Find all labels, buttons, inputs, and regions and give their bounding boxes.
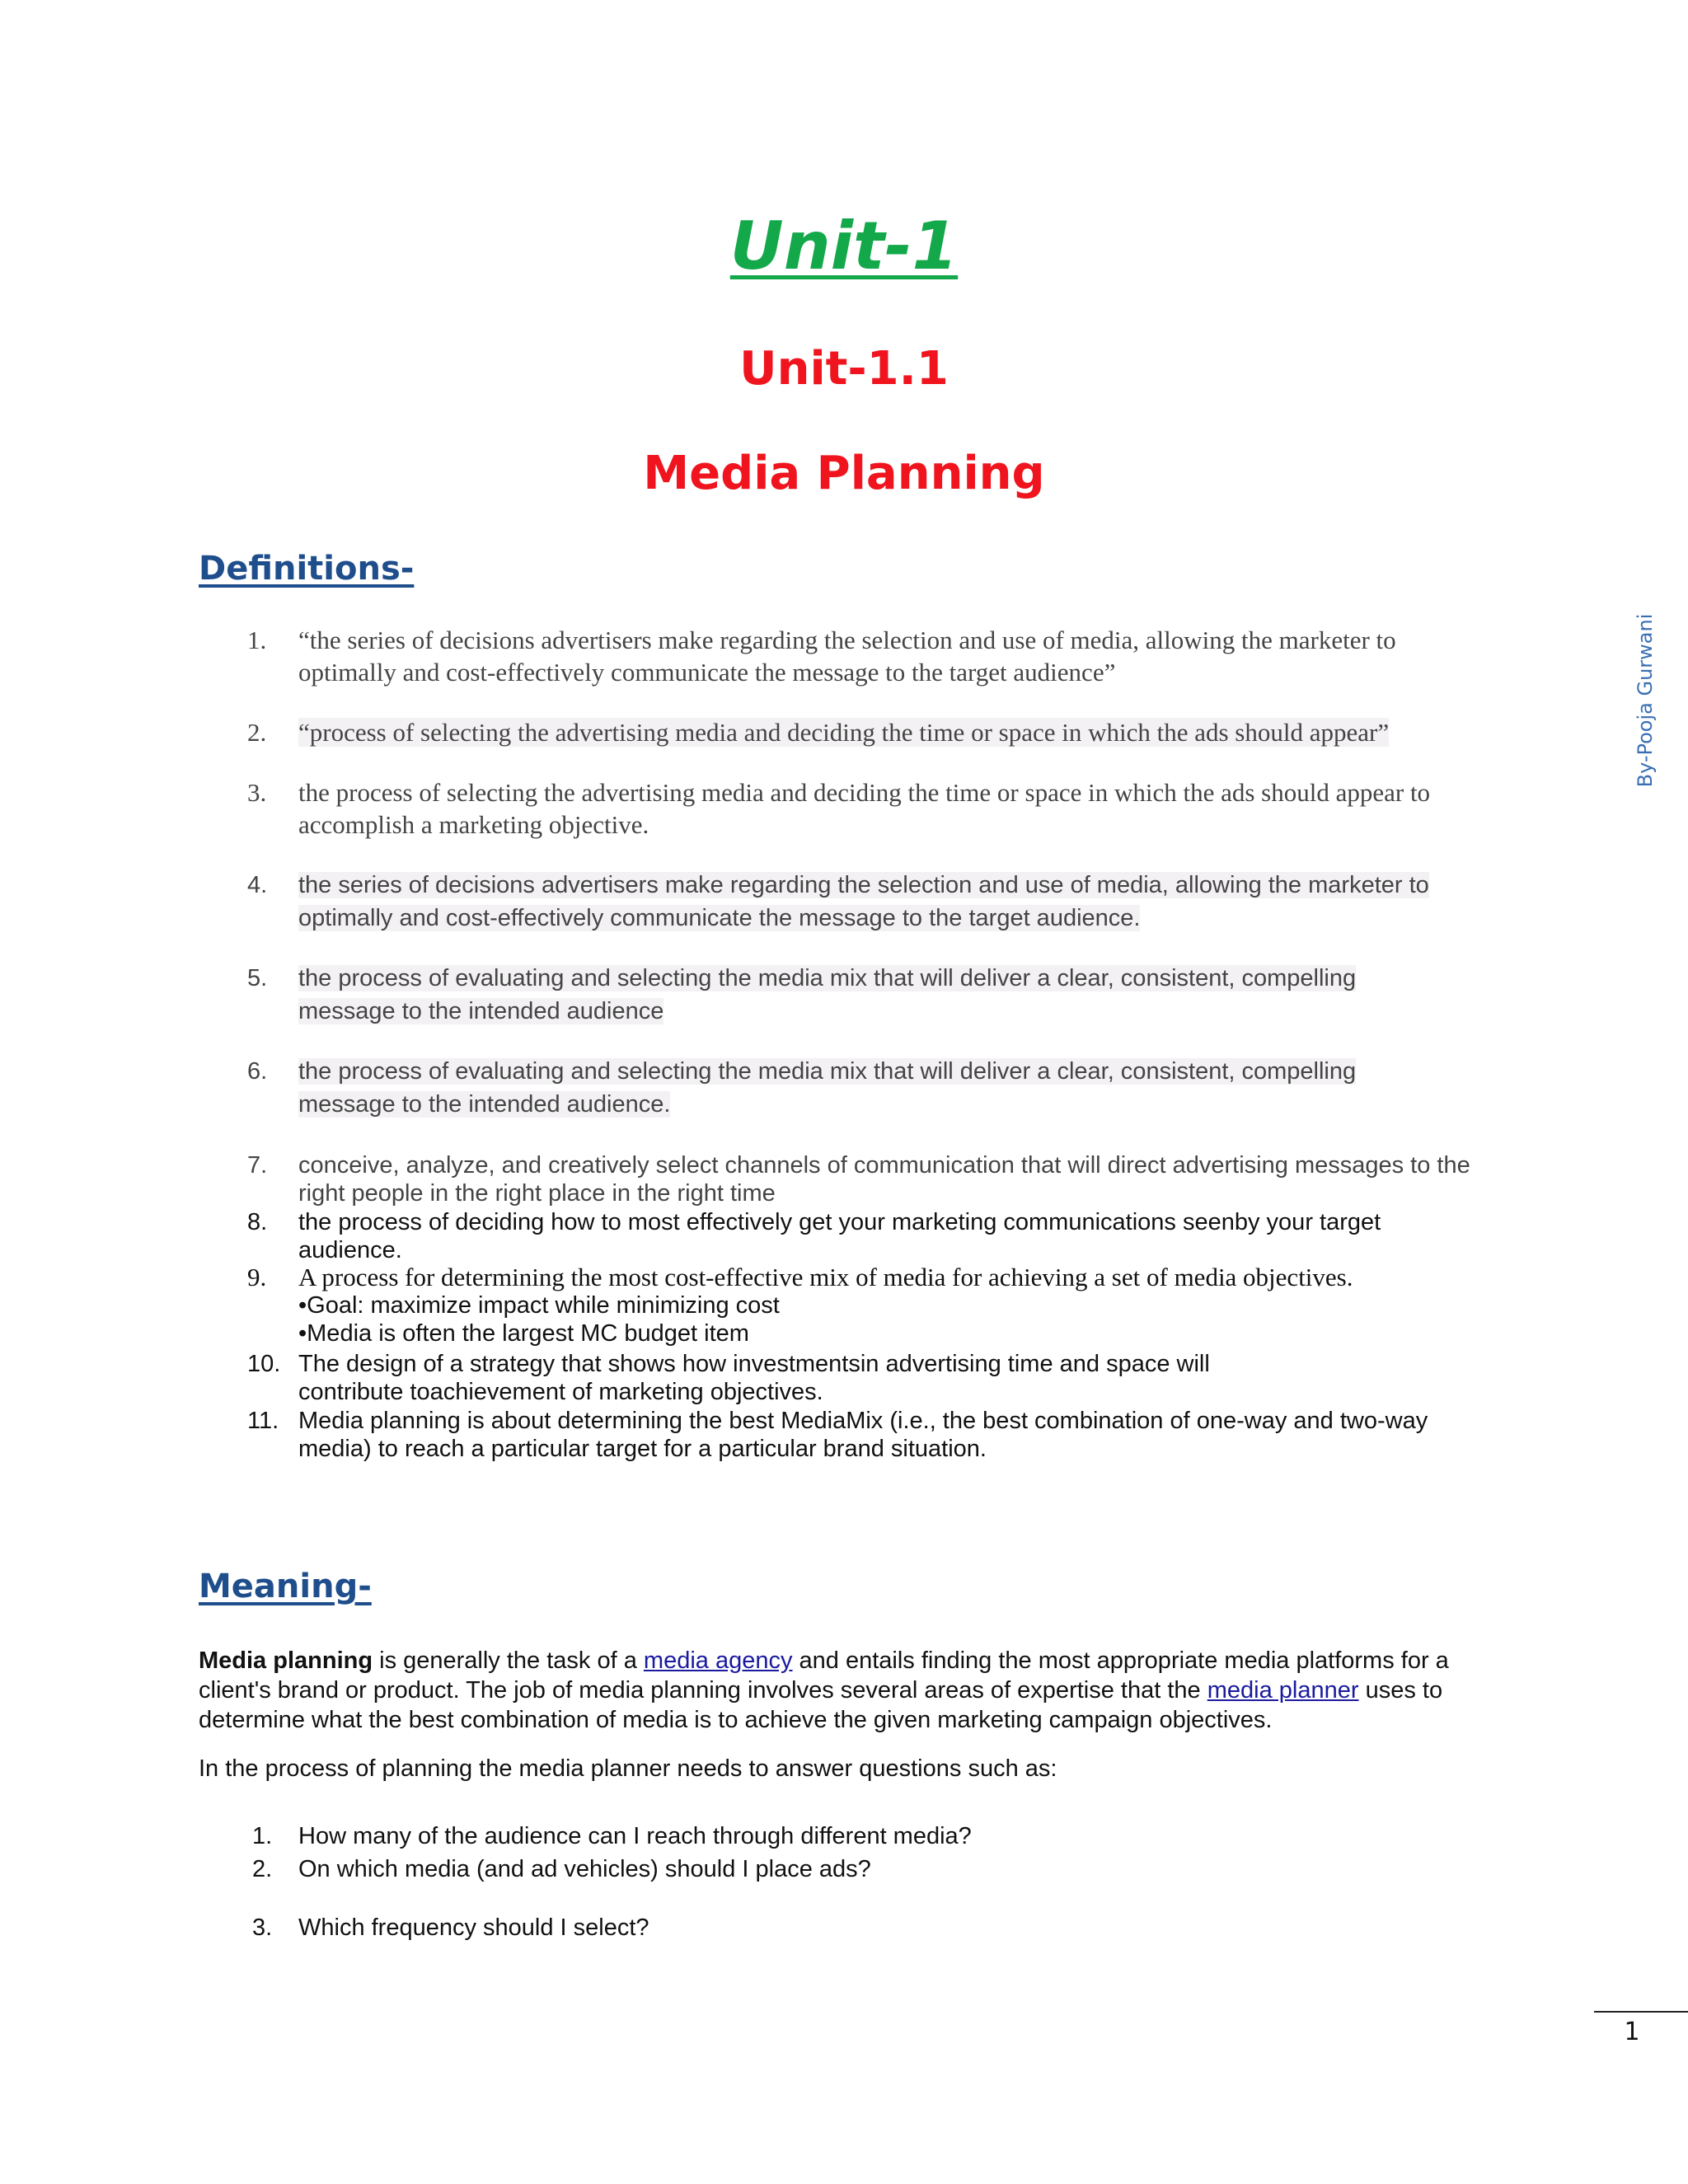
definition-number: 5. (247, 965, 268, 991)
side-credit-text: By-Pooja Gurwani (1634, 613, 1657, 788)
question-number: 1. (252, 1823, 273, 1849)
definition-number: 11. (247, 1408, 279, 1434)
definition-number: 4. (247, 872, 268, 898)
definition-number: 7. (247, 1152, 268, 1179)
meaning-heading: Meaning- (199, 1568, 372, 1605)
side-credit (1620, 610, 1670, 791)
unit-title: Unit-1 (729, 208, 959, 284)
definition-number: 10. (247, 1351, 281, 1377)
media-planning-term: Media planning (199, 1647, 373, 1674)
sub-unit-title: Unit-1.1 (739, 342, 949, 396)
definition-number: 1. (247, 626, 267, 654)
definitions-heading: Definitions- (199, 550, 415, 588)
definition-number: 2. (247, 718, 267, 747)
definition-text: conceive, analyze, and creatively select channels of communication that will direct advertising messages to the right people in the right place in the right time (298, 1152, 1470, 1207)
questions-intro: In the process of planning the media planner needs to answer questions such as: (199, 1755, 1057, 1782)
question-text: Which frequency should I select? (298, 1915, 649, 1941)
definition-text-line: The design of a strategy that shows how investmentsin advertising time and space will (298, 1351, 1210, 1377)
footer-rule (1594, 2011, 1688, 2013)
definition-text: “process of selecting the advertising media and deciding the time or space in which the ads should appear” (298, 718, 1390, 747)
question-number: 2. (252, 1856, 273, 1882)
definition-text: the process of deciding how to most effectively get your marketing communications seenby your target audience. (298, 1209, 1381, 1263)
definition-text-line: contribute toachievement of marketing objectives. (298, 1379, 823, 1405)
definition-bullet: •Goal: maximize impact while minimizing cost (298, 1292, 780, 1319)
question-text: How many of the audience can I reach through different media? (298, 1823, 972, 1849)
meaning-paragraph: Media planning is generally the task of a media agency and entails finding the most appropriate media platforms for a client's brand or product. The job of media planning involves several areas of expertise that the media planner uses to determine what the best combination of media is to achieve the given marketing campaign objectives. (199, 1647, 1449, 1733)
definition-text: the series of decisions advertisers make regarding the selection and use of media, allowing the marketer to optimally and cost-effectively communicate the message to the target audience. (298, 872, 1429, 931)
definition-text: A process for determining the most cost-effective mix of media for achieving a set of media objectives. (298, 1263, 1353, 1291)
definition-text: the process of selecting the advertising media and deciding the time or space in which the ads should appear to accomplish a marketing objective. (298, 778, 1431, 839)
page-title: Media Planning (643, 447, 1045, 500)
definition-number: 3. (247, 778, 267, 807)
definition-number: 8. (247, 1209, 268, 1235)
media-planner-link[interactable]: media planner (1207, 1677, 1359, 1704)
definition-bullet: •Media is often the largest MC budget item (298, 1320, 749, 1347)
definition-text: the process of evaluating and selecting the media mix that will deliver a clear, consistent, compelling message to the intended audience (298, 965, 1357, 1024)
definition-text: “the series of decisions advertisers make regarding the selection and use of media, allowing the marketer to optimally and cost-effectively communicate the message to the target audience” (298, 626, 1396, 687)
question-text: On which media (and ad vehicles) should I place ads? (298, 1856, 871, 1882)
definition-text: the process of evaluating and selecting the media mix that will deliver a clear, consistent, compelling message to the intended audience. (298, 1058, 1357, 1118)
definition-number: 6. (247, 1058, 268, 1085)
media-agency-link[interactable]: media agency (643, 1647, 793, 1674)
definition-number: 9. (247, 1263, 267, 1291)
question-number: 3. (252, 1915, 273, 1941)
definition-text: Media planning is about determining the best MediaMix (i.e., the best combination of one-way and two-way media) to reach a particular target for a particular brand situation. (298, 1408, 1428, 1462)
page-number: 1 (1624, 2018, 1640, 2046)
